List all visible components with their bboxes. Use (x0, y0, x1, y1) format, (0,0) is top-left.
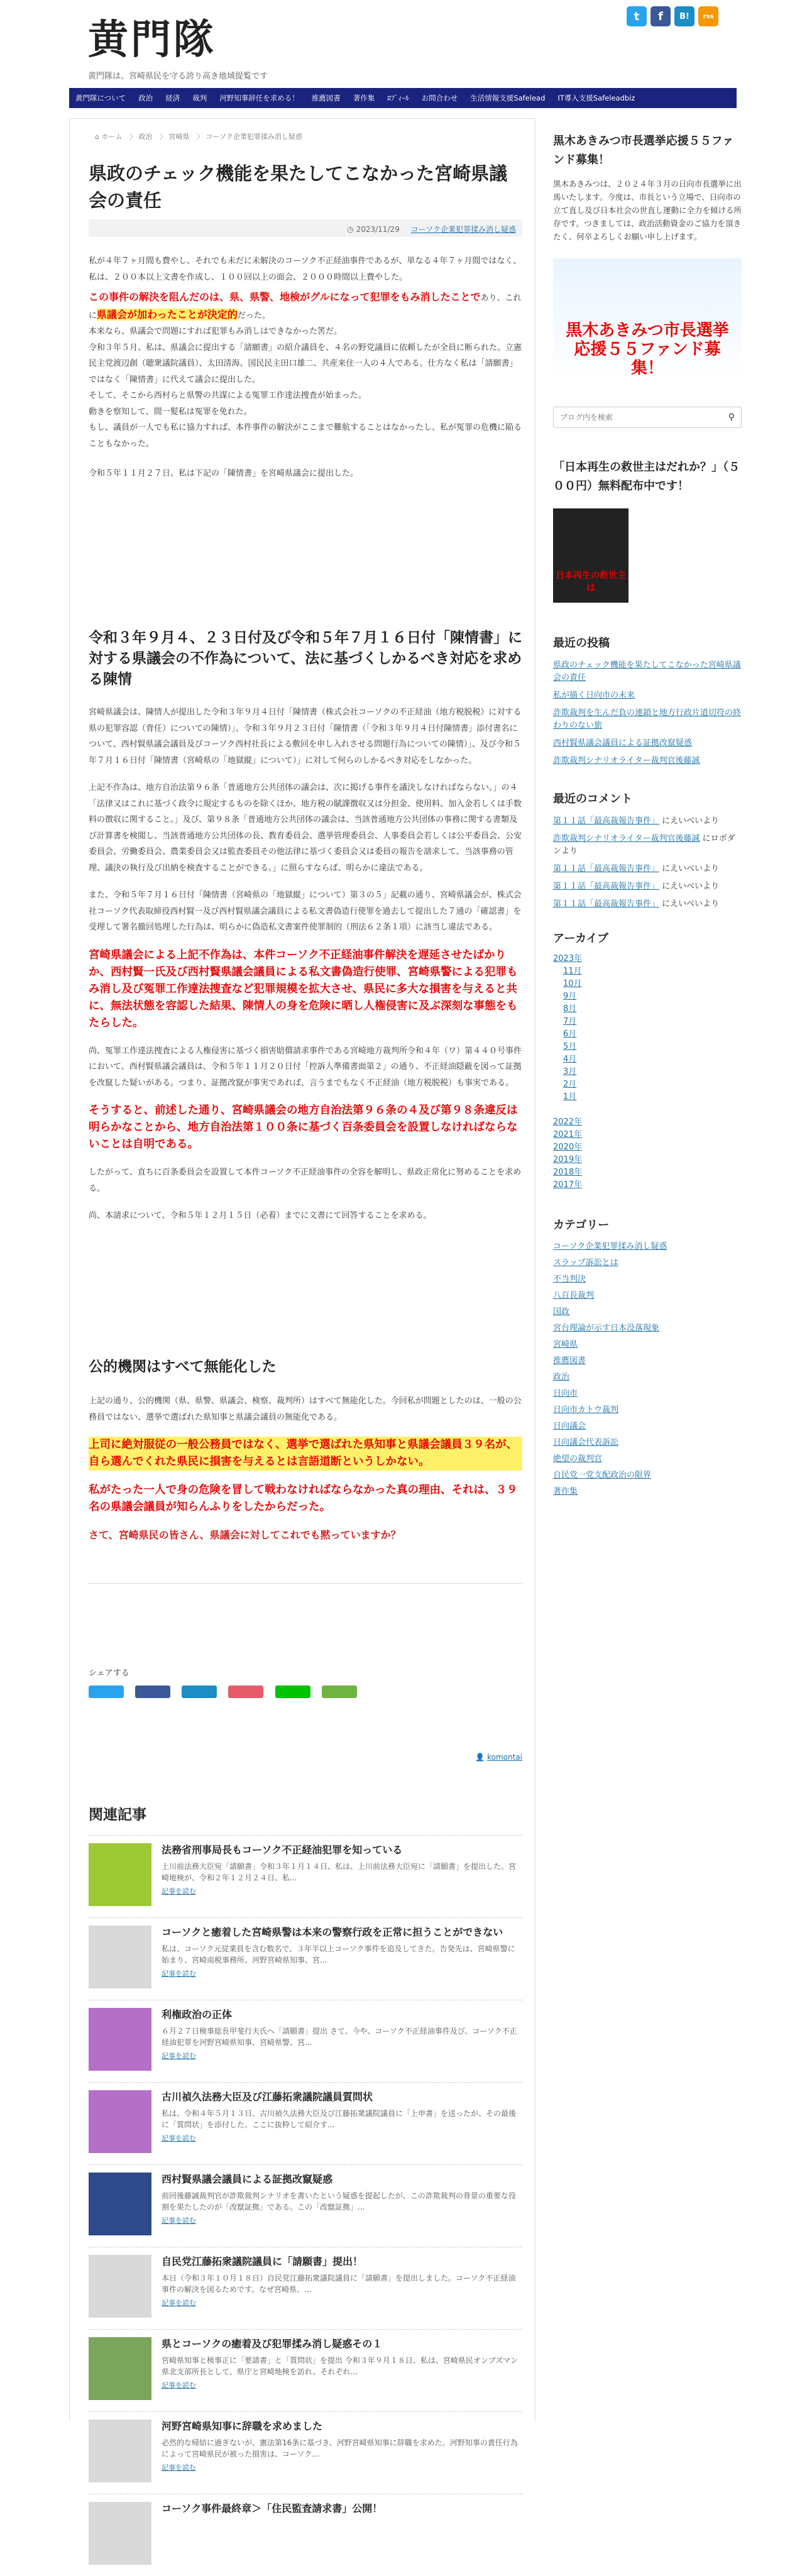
rss-icon[interactable]: rss (698, 6, 718, 26)
archive-year (553, 953, 742, 965)
emphasis-paragraph: 私がたった一人で身の危険を冒して戦わなければならなかった真の理由、それは、３９名の県議会議員が知らんふりをしたからだった。 (89, 1484, 518, 1513)
related-item[interactable] (89, 2411, 522, 2494)
related-title[interactable]: コーソク事件最終章＞「住民監査請求書」公開！ (162, 2502, 383, 2514)
comment-link[interactable]: 第１１話「最高裁報告事件」 (553, 864, 660, 874)
related-heading: 関連記事 (89, 1807, 146, 1823)
petition-paragraph: 宮崎県議会は、陳情人が提出した令和３年９月４日付「陳情書（株式会社コーソクの不正経油（地方税脱税）に対する県の犯罪容認（背任）についての陳情）」、令和３年９月２３日付「陳情書（「令和３年９月４日付陳情書」添付書名について、西村賢県議会議員及びコーソク西村社長による敷回を申し入れさせる問題行為についての陳情）」、及び令和５年７月１６日付「陳情書（宮崎県の「地獄縦」について）」に対して何らのしかるべき対応をしなかった。 (89, 708, 522, 765)
crumb-miyazaki[interactable]: 〉 宮崎県 (159, 133, 190, 141)
category-item (553, 1388, 742, 1400)
category-link[interactable]: コーソク企業犯罪揉み消し疑惑 (410, 225, 516, 234)
archive-link[interactable]: 2月 (563, 1080, 577, 1089)
post-date: 2023/11/29 (356, 225, 400, 234)
categories-list (553, 1241, 742, 1498)
clock-icon: ◷ (347, 225, 356, 234)
recent-post-link[interactable]: 西村賢県議会議員による証拠改竄疑惑 (553, 738, 693, 748)
archive-link[interactable]: 2023年 (553, 954, 583, 963)
archive-link[interactable]: 2020年 (553, 1143, 583, 1152)
paragraph: 上記の通り、公的機関（県、県警、県議会、検察、裁判所）はすべて無能化した。今回私が問題としたのは、一般の公務員ではない、選挙で選ばれた県知事と県議会議員の無能化である。 (89, 1396, 522, 1422)
archive-month (563, 1054, 742, 1065)
related-title[interactable]: 自民党江藤拓衆議院議員に「請願書」提出！ (162, 2255, 363, 2267)
archive-link[interactable]: 3月 (563, 1067, 577, 1077)
related-thumbnail[interactable] (89, 2008, 151, 2071)
archive-link[interactable]: 1月 (563, 1092, 577, 1102)
category-link[interactable]: 日向市 (553, 1389, 578, 1398)
related-thumbnail[interactable] (89, 2255, 151, 2318)
read-more-link[interactable]: 記事を読む (162, 2381, 196, 2389)
paragraph: 本来なら、県議会で問題にすれば犯罪もみ消しはできなかった筈だ。 (89, 327, 343, 336)
archive-month (563, 966, 742, 977)
emphasis-paragraph: 宮崎県議会による上記不作為は、本件コーソク不正経油事件解決を遅延させたばかりか、西村賢一氏及び西村賢県議会議員による私文書偽造行使罪、宮崎県警による犯罪もみ消し及び冤罪工作達法捜査など犯罪規模を拡大させ、県民に多大な損害を与えると共に、無法状態を容認した結果、陳情人の身を危険に晒し人権侵害に及ぶ深刻な事態をもたらした。 (89, 948, 518, 1029)
recent-post-link[interactable]: 詐欺裁判シナリオライター裁判官後藤誠 (553, 756, 700, 765)
category-item (553, 1405, 742, 1416)
author-icon: 👤 (475, 1753, 488, 1762)
recent-posts-list (553, 659, 742, 767)
category-link[interactable]: 政治 (553, 1373, 570, 1382)
archive-link[interactable]: 2019年 (553, 1155, 583, 1165)
emphasis-highlight: 県議会が加わったことが決定的 (97, 308, 238, 321)
site-logo[interactable]: 黄門隊 (88, 16, 216, 63)
related-item[interactable] (89, 1835, 522, 1917)
emphasis-paragraph: そうすると、前述した通り、宮崎県議会の地方自治法第９６条の４及び第９８条違反は明らかなことから、地方自治法第１００条に基づく百条委員会を設置しなければならないことは自明である。 (89, 1104, 518, 1151)
category-link[interactable]: 日向議会 (553, 1422, 586, 1431)
social-links (627, 6, 718, 26)
nav-about[interactable]: 黄門隊について (75, 94, 126, 102)
archive-link[interactable]: 2017年 (553, 1180, 583, 1190)
author-line (89, 1753, 522, 1762)
comment-item (553, 815, 742, 828)
closing-paragraph: さて、宮崎県民の皆さん、県議会に対してこれでも黙っていますか？ (89, 1529, 401, 1541)
category-link[interactable]: 日向市カトウ裁判 (553, 1405, 619, 1415)
recent-post (553, 659, 742, 684)
related-excerpt: 前回後藤誠裁判官が詐欺裁判シナリオを書いたという疑惑を提起したが、この詐欺裁判の背景の重要な役割を果たしたのが「改竄証拠」である。この「改竄証拠」... (162, 2191, 516, 2212)
category-link[interactable]: 自民党一党支配政治の限界 (553, 1471, 652, 1480)
related-item[interactable] (89, 2082, 522, 2164)
category-link[interactable]: コーソク企業犯罪揉み消し疑惑 (553, 1242, 667, 1251)
category-item (553, 1323, 742, 1334)
recent-comments-heading: 最近のコメント (553, 792, 632, 806)
recent-post (553, 689, 742, 702)
comment-author: にえいべいより (662, 816, 720, 826)
sidebar (553, 118, 742, 1503)
related-excerpt: 上川前法務大臣宛「請願書」令和３年１月１４日、私は、上川前法務大臣宛に「請願書」を提出した。宮崎地検が、令和２年１２月２４日、私... (162, 1862, 517, 1882)
author-link[interactable]: komontai (487, 1753, 522, 1762)
category-item (553, 1372, 742, 1383)
related-title[interactable]: 西村賢県議会議員による証拠改竄疑惑 (162, 2173, 333, 2185)
paragraph: そして、そこから西村らと県警の共謀による冤罪工作達法捜査が始まった。 (89, 391, 366, 400)
related-thumbnail[interactable] (89, 2337, 151, 2400)
related-title[interactable]: 河野宮崎県知事に辞職を求めました (162, 2420, 323, 2432)
category-link[interactable]: 日向議会代表訴訟 (553, 1438, 619, 1447)
archive-year (553, 1167, 742, 1178)
share-hatena-button[interactable] (182, 1685, 217, 1698)
recent-post (553, 737, 742, 750)
archive-month (563, 1079, 742, 1090)
paragraph: 令和５年１１月２７日、私は下記の「陳情書」を宮崎県議会に提出した。 (89, 469, 359, 478)
archive-month (563, 991, 742, 1002)
category-link[interactable]: 絶望の裁判官 (553, 1454, 603, 1464)
related-title[interactable]: 法務省刑事局長もコーソク不正経油犯罪を知っている (162, 1844, 403, 1856)
comment-link[interactable]: 第１１話「最高裁報告事件」 (553, 816, 660, 826)
comment-item (553, 880, 742, 893)
archive-link[interactable]: 2022年 (553, 1117, 583, 1127)
read-more-link[interactable]: 記事を読む (162, 2299, 196, 2307)
page-title: 県政のチェック機能を果たしてこなかった宮崎県議会の責任 (89, 163, 508, 211)
related-thumbnail[interactable] (89, 2173, 151, 2235)
nav-safeleadbiz[interactable]: IT導入支援Safeleadbiz (557, 94, 635, 102)
search-icon[interactable]: ⚲ (728, 412, 735, 422)
category-item (553, 1241, 742, 1252)
category-link[interactable]: 不当判決 (553, 1274, 586, 1284)
paragraph: 令和３年５月、私は、県議会に提出する「請願書」の紹介議員を、４名の野党議員に依頼したが全員に断られた。立憲民主党渡辺創（聴衆議院議員）、太田清海、国民民主田口雄二、共産来住一人の４人である。仕方なく私は「請願書」ではなく「陳情書」に代えて議会に提出した。 (89, 343, 522, 385)
recent-posts-heading: 最近の投稿 (553, 637, 610, 650)
comment-item (553, 833, 742, 858)
comment-item (553, 898, 742, 911)
recent-post-link[interactable]: 詐欺裁判を生んだ負の連鎖と地方行政片道切符の終わりのない旅 (553, 708, 742, 730)
nav-kono[interactable]: 河野知事辞任を求める！ (219, 94, 299, 102)
recent-post-link[interactable]: 県政のチェック機能を果たしてこなかった宮崎県議会の責任 (553, 660, 741, 682)
related-excerpt: ６月２７日検事総長甲斐行夫氏へ「請願書」提出 さて、今や、コーソク不正経油事件及び、コーソク不正経油犯罪を河野宮崎県知事、宮崎県警、宮... (162, 2027, 517, 2047)
crumb-home[interactable]: ⌂ ホーム (95, 133, 123, 141)
nav-contact[interactable]: お問合わせ (421, 94, 458, 102)
related-item[interactable] (89, 2000, 522, 2082)
related-item[interactable] (89, 2329, 522, 2411)
paragraph: 私が４年７ヶ月間も費やし、それでも未だに未解決のコーソク不正経油事件であるが、単なる４年７ヶ月間ではなく、私は、２００本以上文書を作成し、１００回以上の面会、２０００時間以上費やした。 (89, 256, 522, 282)
paragraph: 動きを察知して、間一髪私は冤罪を免れた。 (89, 407, 252, 417)
ad-heading: 黒木あきみつ市長選挙応援５５ファンド募集！ (553, 134, 734, 167)
article-body-1 (89, 253, 522, 482)
category-link[interactable]: 八百長裁判 (553, 1291, 595, 1300)
section-heading: 令和３年９月４、２３日付及び令和５年７月１６日付「陳情書」に対する県議会の不作為について、法に基づくしかるべき対応を求める陳情 (89, 630, 522, 688)
category-item (553, 1421, 742, 1432)
section-heading: 公的機関はすべて無能化した (89, 1359, 277, 1375)
read-more-link[interactable]: 記事を読む (162, 2464, 196, 2472)
read-more-link[interactable]: 記事を読む (162, 2217, 196, 2225)
related-title[interactable]: 利権政治の正体 (162, 2009, 233, 2020)
related-thumbnail[interactable] (89, 1926, 151, 1988)
comment-author: にロボダンより (553, 834, 735, 856)
archive-year (553, 1180, 742, 1191)
related-articles (89, 1803, 522, 2576)
read-more-link[interactable]: 記事を読む (162, 1970, 196, 1978)
related-item[interactable] (89, 2164, 522, 2247)
related-title[interactable]: 古川禎久法務大臣及び江藤拓衆議院議員質問状 (162, 2091, 373, 2103)
hatena-icon[interactable]: B! (674, 6, 694, 26)
category-item (553, 1258, 742, 1269)
category-item (553, 1437, 742, 1449)
book-heading: 「日本再生の救世主はだれか？」（５００円）無料配布中です！ (553, 461, 740, 493)
related-title[interactable]: 県とコーソクの癒着及び犯罪揉み消し疑惑その１ (162, 2338, 383, 2350)
read-more-link[interactable]: 記事を読む (162, 2134, 196, 2142)
related-excerpt: 私は、コーソク元従業員を含む数名で、３年半以上コーソク事件を追及してきた。告発先は、宮崎県警に始まり、宮崎南税事務所、河野宮崎県知事、宮... (162, 1944, 515, 1965)
category-item (553, 1470, 742, 1481)
category-item (553, 1486, 742, 1498)
facebook-icon[interactable]: f (651, 6, 671, 26)
read-more-link[interactable]: 記事を読む (162, 2052, 196, 2060)
petition-paragraph: また、令和５年７月１６日付「陳情書（宮崎県の「地獄縦」について）第３の５」記載の通り、宮崎県議会が、株式会社コーソク代表取締役西村賢一及び西村賢県議会議員による私文書偽造行使罪を過去して提出した７通の「確認書」を受理して署名撤回処理した行為は、明らかに偽造私文書案件使罪制的（刑法６２条１項）に該当し違法である。 (89, 891, 522, 932)
archive-link[interactable]: 5月 (563, 1042, 577, 1051)
main-navigation (69, 88, 737, 108)
category-link[interactable]: 国政 (553, 1307, 570, 1317)
crumb-category[interactable]: 〉 コーソク企業犯罪揉み消し疑惑 (196, 133, 302, 141)
petition-paragraph: 尚、冤罪工作達法捜査による人権侵害に基づく損害賠償請求事件である宮崎地方裁判所令和４年（ワ）第４４０号事件において、西村賢県議会議員は、令和５年１１月２０日付「控訴人準備書面第２」の通り、不正経油隠蔽を図って証拠を改竄した疑いがある。つまり、証拠改竄が事実であれば、言うまでもなく不正経油（地方税脱税）も事実である。 (89, 1046, 522, 1088)
archive-link[interactable]: 9月 (563, 992, 577, 1001)
recent-post-link[interactable]: 私が描く日向市の未来 (553, 691, 635, 700)
archive-link[interactable]: 2021年 (553, 1130, 583, 1139)
category-link[interactable]: 宮台理論が示す日本没落現象 (553, 1324, 660, 1333)
nav-politics[interactable]: 政治 (138, 94, 153, 102)
archive-link[interactable]: 4月 (563, 1055, 577, 1064)
nav-trial[interactable]: 裁判 (192, 94, 207, 102)
share-twitter-button[interactable] (89, 1685, 124, 1698)
main-content (69, 118, 535, 2514)
recent-comments-list (553, 815, 742, 911)
category-item (553, 1454, 742, 1465)
related-thumbnail[interactable] (89, 2420, 151, 2482)
archive-month (563, 978, 742, 990)
paragraph: したがって、直ちに百条委員会を設置して本件コーソク不正経油事件の全容を解明し、県政正常化に努めることを求める。 (89, 1168, 522, 1193)
category-item (553, 1290, 742, 1302)
archive-month (563, 1004, 742, 1015)
category-item (553, 1274, 742, 1285)
related-excerpt: 私は、令和４年５月１３日、古川禎久法務大臣及び江藤拓衆議院議員に「上申書」を送ったが、その最後に「質問状」を添付した。ここに抜粋して紹介す... (162, 2109, 517, 2129)
recent-post (553, 707, 742, 732)
nav-safelead[interactable]: 生活情報支援Safelead (470, 94, 546, 102)
related-excerpt: 本日（令和３年１０月１８日）自民党江藤拓衆議院議員に「請願書」を提出しました。コーソク不正経油事件の解決を図るためです。なぜ宮崎県、... (162, 2274, 516, 2294)
nav-economy[interactable]: 経済 (165, 94, 180, 102)
book-cover-text: 日本再生の救世主は (556, 571, 626, 593)
comment-link[interactable]: 第１１話「最高裁報告事件」 (553, 882, 660, 891)
banner-text: 黒木あきみつ市長選挙応援５５ファンド募集！ (566, 321, 729, 378)
related-excerpt: 必然的な帰結に過ぎないが、憲法第16条に基づき、河野宮崎県知事に辞職を求めた。河野知事の責任行為によって宮崎県民が被った損害は、コーソク... (162, 2438, 518, 2458)
archive-link[interactable]: 8月 (563, 1004, 577, 1014)
archive-heading: アーカイブ (553, 932, 609, 945)
comment-link[interactable]: 第１１話「最高裁報告事件」 (553, 899, 660, 909)
related-thumbnail[interactable] (89, 2090, 151, 2153)
search-input[interactable] (560, 413, 728, 422)
category-link[interactable]: スラップ訴訟とは (553, 1258, 618, 1268)
share-line-button[interactable] (275, 1685, 310, 1698)
archive-link[interactable]: 2018年 (553, 1168, 583, 1177)
category-link[interactable]: 推薦図書 (553, 1356, 586, 1366)
share-facebook-button[interactable] (135, 1685, 170, 1698)
nav-works[interactable]: 著作集 (353, 94, 375, 102)
fund-banner[interactable] (553, 258, 742, 384)
archive-month (563, 1041, 742, 1053)
related-thumbnail[interactable] (89, 2502, 151, 2565)
twitter-icon[interactable]: t (627, 6, 647, 26)
category-item (553, 1339, 742, 1351)
archive-link[interactable]: 10月 (563, 979, 582, 989)
ad-text: 黒木あきみつは、２０２４年３月の日向市長選挙に出馬いたします。今度は、市長という立場で、日向市の立て直し及び日本社会の世直し運動に全力を傾ける所存です。つきましては、政治活動資金のご協力を頂きたく、何卒よろしくお願い申し上げます。 (553, 179, 742, 241)
archive-list (553, 953, 742, 1191)
book-cover-image[interactable] (553, 508, 629, 603)
emphasis-paragraph: 上司に絶対服従の一般公務員ではなく、選挙で選ばれた県知事と県議会議員３９名が、自ら選んでくれた県民に損害を与えるとは言語道断というしかない。 (89, 1437, 522, 1471)
nav-profile[interactable]: ﾛﾌﾟｨｰﾙ (387, 94, 409, 102)
archive-year (553, 1154, 742, 1166)
emphasis-red: この事件の解決を阻んだのは、県、県警、地検がグルになって犯罪をもみ消したことで (89, 291, 481, 303)
related-item[interactable] (89, 2247, 522, 2329)
paragraph: 尚、本請求について、令和５年１２月１５日（必着）までに文書にて回答することを求める。 (89, 1211, 432, 1220)
archive-link[interactable]: 11月 (563, 967, 582, 976)
category-item (553, 1356, 742, 1367)
archive-link[interactable]: 7月 (563, 1017, 577, 1026)
article-body-3 (89, 1393, 522, 1543)
breadcrumb (95, 131, 307, 141)
article-body-2 (89, 704, 522, 1224)
post-meta (89, 219, 522, 237)
nav-books[interactable]: 推薦図書 (311, 94, 341, 102)
category-link[interactable]: 宮崎県 (553, 1340, 578, 1349)
archive-month (563, 1066, 742, 1078)
related-title[interactable]: コーソクと癒着した宮崎県警は本来の警察行政を正常に担うことができない (162, 1926, 503, 1938)
categories-heading: カテゴリー (553, 1219, 610, 1232)
archive-month (563, 1016, 742, 1028)
archive-link[interactable]: 6月 (563, 1029, 577, 1039)
category-item (553, 1307, 742, 1318)
site-header (0, 0, 807, 88)
related-item[interactable] (89, 2494, 522, 2576)
related-thumbnail[interactable] (89, 1843, 151, 1906)
comment-author: にえいべいより (662, 882, 720, 891)
petition-paragraph: 上記不作為は、地方自治法第９６条「普通地方公共団体の議会は、次に掲げる事件を議決しなければならない。」の４「法律又はこれに基づく政令に規定するものを除くほか、地方税の賦課徴収又は分担金、使用料、加入金若しくは手数料の徴収に関すること。」及び、第９８条「普通地方公共団体の議会は、当該普通地方公共団体の事務に関する書類及び計算書を検閲し、当該普通地方公共団体の長、教育委員会、選挙管理委員会、人事委員会若しくは公平委員会、公安委員会、労働委員会、農業委員会又は監査委員その他法律に基づく委員会又は委員の報告を請求して、当該事務の管理、議決の執行及び出納を検査することができる。」に照らすならば、明らかに違法である。 (89, 783, 522, 873)
crumb-politics[interactable]: 〉 政治 (129, 133, 153, 141)
site-tagline: 黄門隊は、宮崎県民を守る誇り高き地域提覧です (88, 72, 268, 81)
paragraph: もし、議員が一人でも私に協力すれば、本件事件の解決がここまで難航することはなかったし、私が冤罪の危機に陥ることもなかった。 (89, 423, 522, 449)
archive-year (553, 1142, 742, 1153)
category-link[interactable]: 著作集 (553, 1487, 578, 1496)
related-item[interactable] (89, 1917, 522, 2000)
share-feedly-button[interactable] (322, 1685, 357, 1698)
archive-month (563, 1029, 742, 1040)
comment-item (553, 863, 742, 875)
comment-author: にえいべいより (662, 899, 720, 909)
comment-link[interactable]: 詐欺裁判シナリオライター裁判官後藤誠 (553, 834, 700, 843)
divider (89, 1583, 522, 1584)
share-label: シェアする (89, 1669, 129, 1678)
share-box (89, 1666, 366, 1701)
search-box (553, 407, 742, 428)
archive-year (553, 1117, 742, 1128)
comment-author: にえいべいより (662, 864, 720, 874)
read-more-link[interactable]: 記事を読む (162, 1887, 196, 1895)
recent-post (553, 755, 742, 767)
archive-month (563, 1092, 742, 1103)
related-excerpt: 宮崎県知事と検事正に「要請書」と「質問状」を提出 令和３年９月１８日、私は、宮崎県民オンブズマン県北支部所長として、県庁と宮崎地検を訪れ、それぞれ... (162, 2356, 519, 2376)
share-pocket-button[interactable] (228, 1685, 263, 1698)
archive-year (553, 1129, 742, 1141)
paragraph: この事件の解決を阻んだのは、県、県警、地検がグルになって犯罪をもみ消したことであり、これに県議会が加わったことが決定的だった。 (89, 291, 522, 321)
